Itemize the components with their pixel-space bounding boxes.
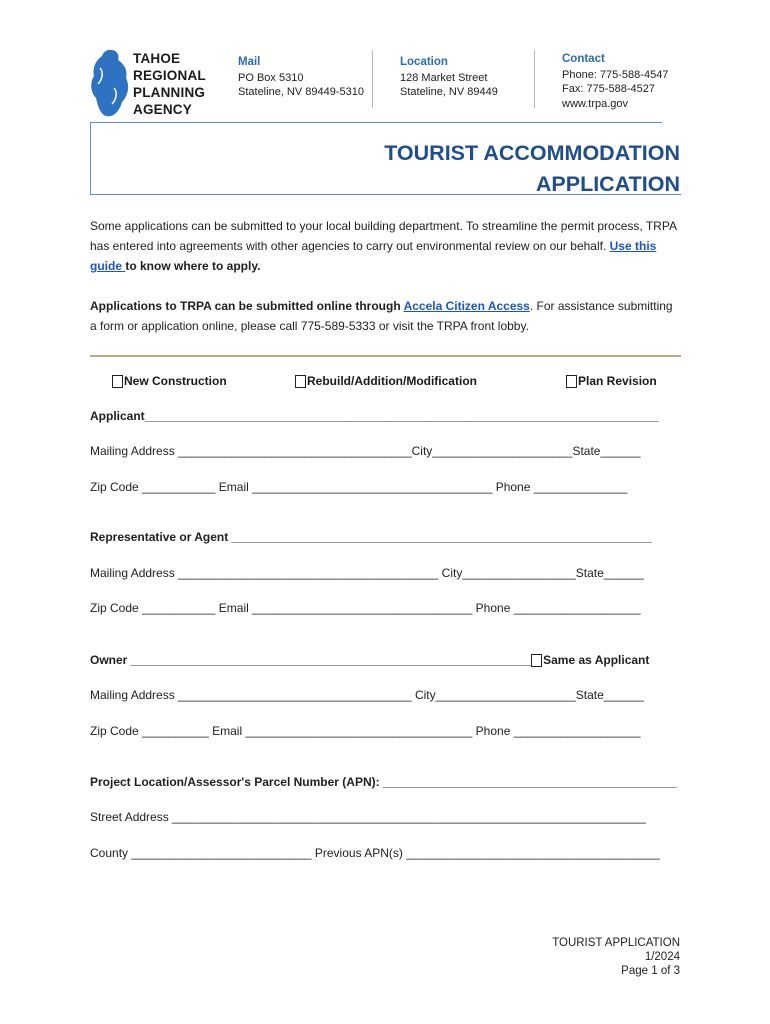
- location-line1: 128 Market Street: [400, 71, 488, 84]
- mail-title: Mail: [238, 56, 261, 68]
- new-construction-option[interactable]: [112, 374, 227, 388]
- applicant-zip-field[interactable]: Zip Code ___________ Email ____________________________________ Phone ______________: [90, 480, 628, 494]
- owner-mailing-field[interactable]: Mailing Address ___________________________________ City_____________________State______: [90, 688, 644, 702]
- mail-block: [238, 55, 364, 100]
- footer-line2: 1/2024: [644, 951, 680, 963]
- rebuild-option[interactable]: [295, 374, 477, 388]
- representative-text: Representative or Agent _______________________________________________________________: [90, 530, 653, 544]
- same-as-applicant-checkbox[interactable]: [531, 654, 542, 667]
- page-title: [384, 138, 680, 200]
- logo-line: TAHOE: [133, 51, 181, 66]
- guide-link[interactable]: Use this guide: [90, 239, 657, 273]
- logo-line: AGENCY: [133, 102, 192, 117]
- representative-mailing-field[interactable]: Mailing Address _______________________________________ City_________________State______: [90, 566, 644, 580]
- same-as-applicant-label: Same as Applicant: [543, 653, 650, 667]
- title-frame-left: [90, 122, 91, 194]
- title-line2: APPLICATION: [535, 172, 680, 196]
- trpa-logo: [88, 48, 218, 120]
- logo-text: [133, 50, 206, 118]
- online-bold-text: Applications to TRPA can be submitted online through: [90, 299, 404, 313]
- mail-line1: PO Box 5310: [238, 71, 304, 84]
- contact-web[interactable]: www.trpa.gov: [562, 97, 629, 110]
- rebuild-checkbox[interactable]: [295, 375, 306, 388]
- plan-revision-label: Plan Revision: [578, 374, 657, 388]
- accela-link[interactable]: Accela Citizen Access: [403, 299, 530, 313]
- header-rule: [90, 122, 662, 123]
- contact-title: Contact: [562, 53, 605, 65]
- mail-line2: Stateline, NV 89449-5310: [238, 86, 364, 98]
- apn-field[interactable]: Project Location/Assessor's Parcel Number (APN): ____________________________________________: [90, 775, 677, 789]
- location-title: Location: [400, 56, 448, 68]
- title-line1: TOURIST ACCOMMODATION: [384, 141, 680, 165]
- plan-revision-option[interactable]: [566, 374, 657, 388]
- representative-field[interactable]: [90, 530, 685, 544]
- county-field[interactable]: County ___________________________ Previous APN(s) ______________________________________: [90, 846, 660, 860]
- footer-page: Page 1 of 3: [621, 965, 680, 977]
- owner-label: Owner ____________________________________________________________: [90, 653, 532, 667]
- location-line2: Stateline, NV 89449: [400, 86, 498, 98]
- intro-text: Some applications can be submitted to your local building department. To streamline the permit process, TRPA has entered into agreements with other agencies to carry out environmental review on our behalf.: [90, 219, 677, 253]
- online-rest: . For assistance submitting a form or application online, please call 775-589-5333 or visit the TRPA front lobby.: [90, 299, 673, 333]
- header-divider: [372, 50, 373, 108]
- contact-fax: Fax: 775-588-4527: [562, 83, 655, 95]
- contact-phone: Phone: 775-588-4547: [562, 68, 669, 81]
- plan-revision-checkbox[interactable]: [566, 375, 577, 388]
- new-construction-checkbox[interactable]: [112, 375, 123, 388]
- applicant-field[interactable]: Applicant_____________________________________________________________________________: [90, 409, 659, 423]
- representative-zip-field[interactable]: Zip Code ___________ Email _________________________________ Phone ___________________: [90, 601, 641, 615]
- contact-block: [562, 52, 668, 111]
- new-construction-label: New Construction: [124, 374, 227, 388]
- logo-line: PLANNING: [133, 85, 206, 100]
- page-footer: [552, 936, 680, 978]
- applicant-mailing-field[interactable]: Mailing Address ___________________________________City_____________________State______: [90, 444, 641, 458]
- logo-line: REGIONAL: [133, 68, 206, 83]
- footer-line1: TOURIST APPLICATION: [552, 937, 680, 949]
- intro-paragraph: [90, 216, 682, 276]
- lake-tahoe-logo-icon: [88, 48, 132, 120]
- rebuild-label: Rebuild/Addition/Modification: [307, 374, 477, 388]
- guide-rest: to know where to apply.: [125, 259, 261, 273]
- online-paragraph: [90, 296, 682, 336]
- owner-zip-field[interactable]: Zip Code __________ Email __________________________________ Phone ___________________: [90, 724, 641, 738]
- header-divider: [534, 50, 535, 108]
- location-block: [400, 55, 498, 100]
- owner-field[interactable]: [90, 653, 685, 667]
- section-rule: [90, 355, 681, 357]
- street-address-field[interactable]: Street Address _______________________________________________________________________: [90, 810, 646, 824]
